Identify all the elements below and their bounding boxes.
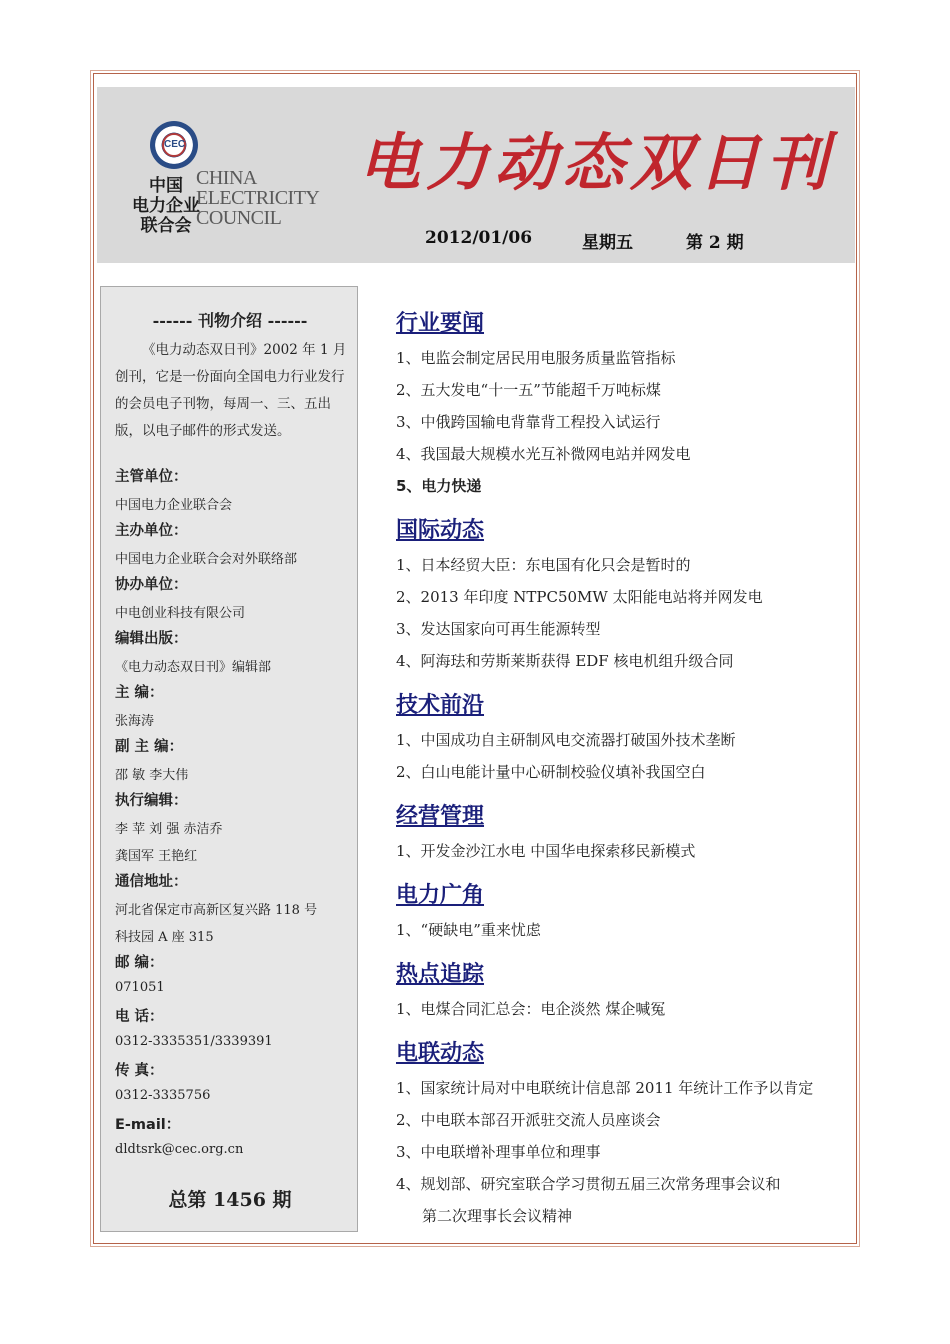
sidebar-field-value: 邵 敏 李大伟: [115, 768, 189, 783]
sidebar-field-label: 主管单位：: [115, 469, 188, 485]
issue-number: 第 2 期: [686, 233, 744, 253]
sidebar-field-value: 中国电力企业联合会对外联络部: [115, 552, 298, 567]
article-link[interactable]: 3、中电联增补理事单位和理事: [396, 1143, 601, 1161]
sidebar-field-label: 副 主 编：: [115, 739, 184, 755]
sidebar-intro: 《电力动态双日刊》2002 年 1 月创刊，它是一份面向全国电力行业发行的会员电子刊物，每周一、三、五出版，以电子邮件的形式发送。: [115, 342, 347, 439]
article-link[interactable]: 4、阿海珐和劳斯莱斯获得 EDF 核电机组升级合同: [396, 652, 734, 670]
sidebar-field-value: 龚国军 王艳红: [115, 849, 198, 864]
sidebar-field-label: 主 编：: [115, 685, 164, 701]
issue-date: 2012/01/06: [425, 228, 533, 248]
article-link[interactable]: 1、中国成功自主研制风电交流器打破国外技术垄断: [396, 731, 736, 749]
total-issue-count: 总第 1456 期: [168, 1189, 292, 1211]
sidebar-field-value: 科技园 A 座 315: [115, 930, 214, 945]
logo-en-line: CHINA: [196, 167, 257, 189]
article-link[interactable]: 4、规划部、研究室联合学习贯彻五届三次常务理事会议和: [396, 1175, 781, 1193]
sidebar-field-label: E-mail：: [115, 1117, 181, 1133]
article-link[interactable]: 1、开发金沙江水电 中国华电探索移民新模式: [396, 842, 696, 860]
article-link[interactable]: 1、国家统计局对中电联统计信息部 2011 年统计工作予以肯定: [396, 1079, 814, 1097]
article-link[interactable]: 1、“硬缺电”重来忧虑: [396, 921, 541, 939]
sidebar-field-value: 0312-3335756: [115, 1088, 211, 1103]
article-link[interactable]: 1、电监会制定居民用电服务质量监管指标: [396, 349, 676, 367]
sidebar-field-label: 传 真：: [115, 1063, 164, 1079]
article-link[interactable]: 3、中俄跨国输电背靠背工程投入试运行: [396, 413, 661, 431]
sidebar-field-label: 通信地址：: [115, 874, 188, 890]
sidebar-field-value: 中国电力企业联合会: [115, 498, 233, 513]
article-link[interactable]: 1、日本经贸大臣：东电国有化只会是暂时的: [396, 556, 691, 574]
section-heading[interactable]: 经营管理: [396, 804, 485, 829]
logo-en-line: COUNCIL: [196, 207, 282, 229]
section-heading[interactable]: 行业要闻: [396, 311, 485, 336]
logo-cn-line: 电力企业: [132, 196, 200, 216]
section-heading[interactable]: 电力广角: [396, 883, 485, 908]
article-link[interactable]: 2、五大发电“十一五”节能超千万吨标煤: [396, 381, 661, 399]
sidebar-field-label: 协办单位：: [115, 577, 188, 593]
article-link[interactable]: 2、2013 年印度 NTPC50MW 太阳能电站将并网发电: [396, 588, 763, 606]
issue-weekday: 星期五: [582, 233, 633, 253]
sidebar-field-value: 张海涛: [115, 714, 155, 729]
article-link[interactable]: 2、中电联本部召开派驻交流人员座谈会: [396, 1111, 661, 1129]
article-link[interactable]: 5、电力快递: [396, 477, 482, 495]
article-link[interactable]: 4、我国最大规模水光互补微网电站并网发电: [396, 445, 691, 463]
sidebar-field-value: 河北省保定市高新区复兴路 118 号: [115, 903, 318, 918]
emblem-mark: CEC: [162, 133, 186, 157]
sidebar-field-label: 编辑出版：: [115, 631, 188, 647]
sidebar-field-value[interactable]: dldtsrk@cec.org.cn: [115, 1142, 244, 1157]
publication-info-sidebar: [100, 286, 358, 1232]
sidebar-field-value: 中电创业科技有限公司: [115, 606, 246, 621]
section-heading[interactable]: 热点追踪: [396, 962, 485, 987]
logo-en-line: ELECTRICITY: [196, 187, 320, 209]
article-link[interactable]: 3、发达国家向可再生能源转型: [396, 620, 601, 638]
logo-english-name: [196, 168, 319, 228]
sidebar-field-value: 0312-3335351/3339391: [115, 1034, 273, 1049]
article-link[interactable]: 第二次理事长会议精神: [422, 1207, 573, 1225]
section-heading[interactable]: 技术前沿: [396, 693, 485, 718]
logo-cn-line: 联合会: [140, 216, 192, 236]
article-link[interactable]: 2、白山电能计量中心研制校验仪填补我国空白: [396, 763, 706, 781]
section-heading[interactable]: 国际动态: [396, 518, 485, 543]
section-heading[interactable]: 电联动态: [396, 1041, 485, 1066]
sidebar-field-label: 电 话：: [115, 1009, 164, 1025]
sidebar-field-label: 执行编辑：: [115, 793, 188, 809]
sidebar-field-value: 071051: [115, 980, 165, 995]
sidebar-field-label: 主办单位：: [115, 523, 188, 539]
sidebar-field-value: 李 苹 刘 强 赤洁乔: [115, 822, 223, 837]
sidebar-field-value: 《电力动态双日刊》编辑部: [115, 660, 272, 675]
logo-cn-line: 中国: [149, 176, 183, 196]
publication-title: 电力动态双日刊: [358, 126, 835, 199]
article-link[interactable]: 1、电煤合同汇总会：电企淡然 煤企喊冤: [396, 1000, 666, 1018]
sidebar-title: ------ 刊物介绍 ------: [152, 311, 308, 330]
sidebar-field-label: 邮 编：: [115, 955, 164, 971]
cec-emblem-icon: [150, 121, 198, 169]
